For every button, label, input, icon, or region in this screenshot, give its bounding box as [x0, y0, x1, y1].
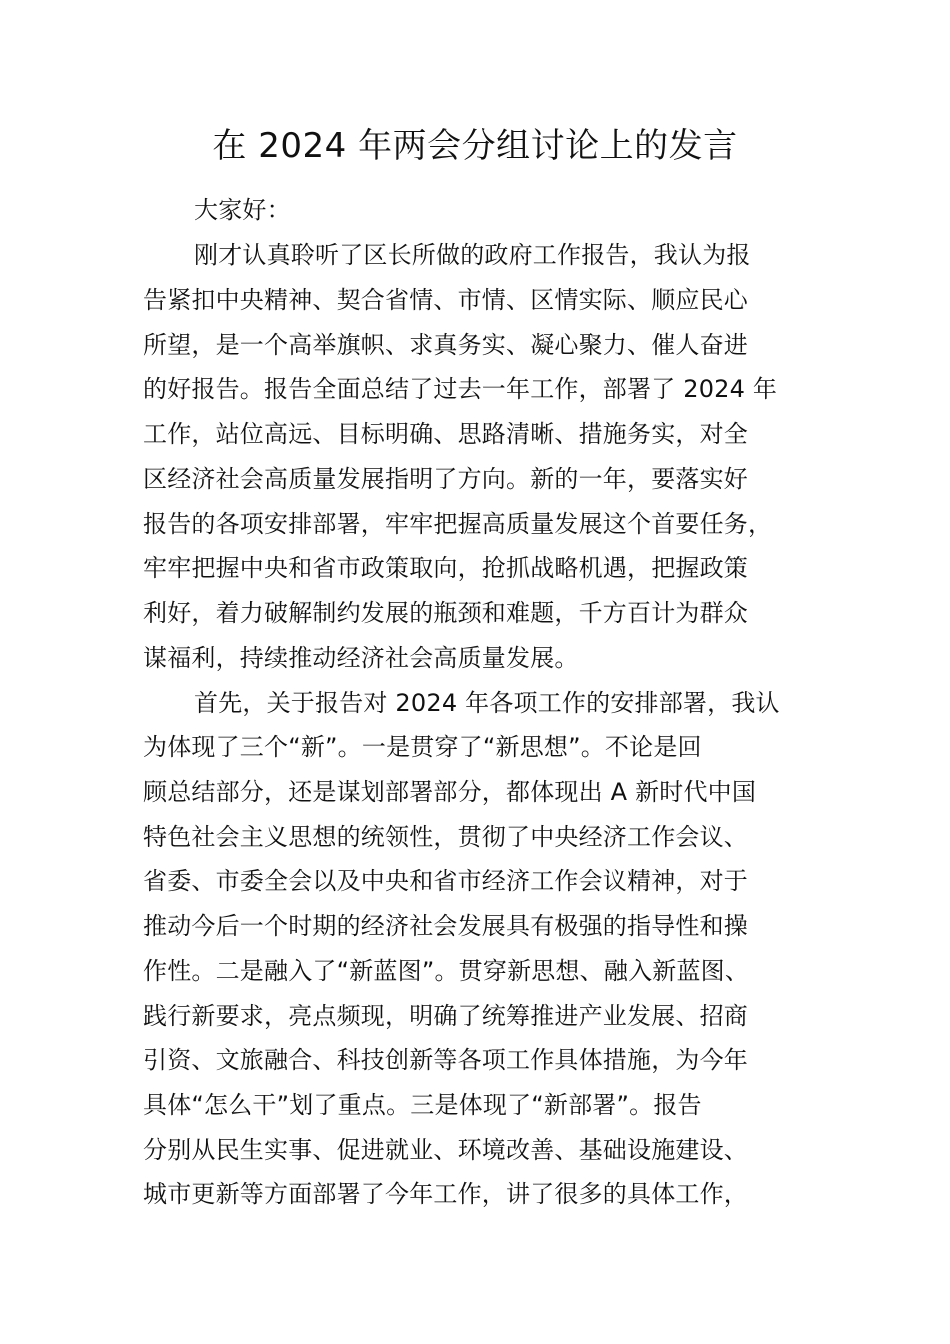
- greeting-line: 大家好：: [194, 196, 291, 224]
- body-line: 践行新要求，亮点频现，明确了统筹推进产业发展、招商: [143, 1002, 748, 1030]
- body-line: 的好报告。报告全面总结了过去一年工作，部署了 2024 年: [143, 375, 778, 403]
- body-line: 所望，是一个高举旗帜、求真务实、凝心聚力、催人奋进: [143, 331, 748, 359]
- body-line: 谋福利，持续推动经济社会高质量发展。: [143, 644, 579, 672]
- body-line: 特色社会主义思想的统领性，贯彻了中央经济工作会议、: [143, 823, 748, 851]
- body-line: 推动今后一个时期的经济社会发展具有极强的指导性和操: [143, 912, 748, 940]
- body-line: 首先，关于报告对 2024 年各项工作的安排部署，我认: [194, 689, 780, 717]
- body-line: 报告的各项安排部署，牢牢把握高质量发展这个首要任务，: [143, 510, 773, 538]
- body-line: 城市更新等方面部署了今年工作，讲了很多的具体工作，: [143, 1180, 748, 1208]
- body-line: 刚才认真聆听了区长所做的政府工作报告，我认为报: [194, 241, 751, 269]
- body-line: 工作，站位高远、目标明确、思路清晰、措施务实，对全: [143, 420, 748, 448]
- body-line: 作性。二是融入了“新蓝图”。贯穿新思想、融入新蓝图、: [143, 957, 750, 985]
- body-line: 引资、文旅融合、科技创新等各项工作具体措施，为今年: [143, 1046, 748, 1074]
- body-line: 为体现了三个“新”。一是贯穿了“新思想”。不论是回: [143, 733, 702, 761]
- body-line: 省委、市委全会以及中央和省市经济工作会议精神，对于: [143, 867, 748, 895]
- body-line: 具体“怎么干”划了重点。三是体现了“新部署”。报告: [143, 1091, 702, 1119]
- body-line: 告紧扣中央精神、契合省情、市情、区情实际、顺应民心: [143, 286, 748, 314]
- body-line: 顾总结部分，还是谋划部署部分，都体现出 A 新时代中国: [143, 778, 757, 806]
- body-line: 利好，着力破解制约发展的瓶颈和难题，千方百计为群众: [143, 599, 748, 627]
- document-title: 在 2024 年两会分组讨论上的发言: [212, 126, 738, 166]
- body-line: 区经济社会高质量发展指明了方向。新的一年，要落实好: [143, 465, 748, 493]
- body-line: 分别从民生实事、促进就业、环境改善、基础设施建设、: [143, 1136, 748, 1164]
- body-line: 牢牢把握中央和省市政策取向，抢抓战略机遇，把握政策: [143, 554, 748, 582]
